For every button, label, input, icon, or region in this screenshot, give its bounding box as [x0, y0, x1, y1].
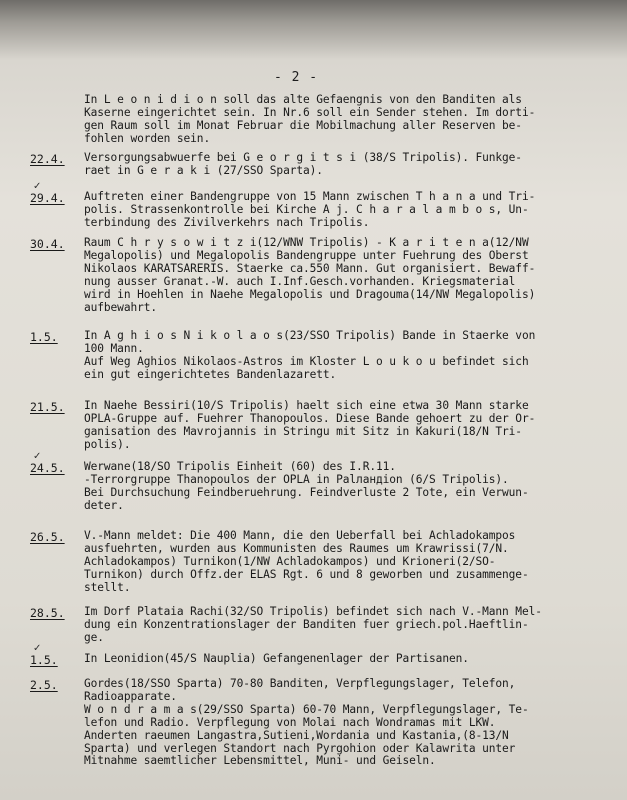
check-mark-icon: ✓: [33, 643, 42, 654]
entry-text: Versorgungsabwuerfe bei G e o r g i t s i (38/S Tripolis). Funkge- raet in G e r a k i (27/SSO Sparta).: [84, 151, 522, 177]
entry-text: Werwane(18/SO Tripolis Einheit (60) des I.R.11. -Terrorgruppe Thanopoulos der OPLA in Palландion (6/S Tripolis). Bei Durchsuchung Feindberuehrung. Feindverluste 2 Tote, ein Verwun- deter.: [84, 460, 529, 512]
entry-date: 22.4.: [30, 152, 65, 166]
entry-date: 28.5.: [30, 606, 65, 620]
entry-date: 1.5.: [30, 330, 58, 344]
entry-text: In Naehe Bessiri(10/S Tripolis) haelt sich eine etwa 30 Mann starke OPLA-Gruppe auf. Fuehrer Thanopoulos. Diese Bande gehoert zu der Or- ganisation des Mavrojannis in Stringu mit Sitz in Kakuri(18/N Tri- polis).: [84, 399, 536, 451]
entry-text: Gordes(18/SSO Sparta) 70-80 Banditen, Verpflegungslager, Telefon, Radioapparate. W o n d r a m a s(29/SSO Sparta) 60-70 Mann, Verpflegungslager, Te- lefon und Radio. Verpflegung von Molai nach Wondramas mit LKW. Anderten raeumen Langastra,Sutieni,Wordania und Kastania,(8-13/N Sparta) und verlegen Standort nach Pyrgohion oder Kalawrita unter Mitnahme saemtlicher Lebensmittel, Muni- und Geiseln.: [84, 677, 529, 768]
check-mark-icon: ✓: [33, 181, 42, 192]
page-number: - 2 -: [274, 70, 319, 85]
entry-date: 2.5.: [30, 678, 58, 692]
entry-date: 30.4.: [30, 237, 65, 251]
entry-text: Im Dorf Plataia Rachi(32/SO Tripolis) befindet sich nach V.-Mann Mel- dung ein Konzentrationslager der Banditen fuer griech.pol.Haeftlin- ge.: [84, 605, 542, 644]
entry-date: 1.5.: [30, 653, 58, 667]
entry-date: 26.5.: [30, 530, 65, 544]
entry-text: V.-Mann meldet: Die 400 Mann, die den Ueberfall bei Achladokampos ausfuehrten, wurden aus Kommunisten des Raumes um Krawrissi(7/N. Achladokampos) Turnikon(1/NW Achladokampos) und Krioneri(2/SO- Turnikon) durch Offz.der ELAS Rgt. 6 und 8 geworben und zusammenge- stellt.: [84, 529, 529, 594]
entry-text: In A g h i o s N i k o l a o s(23/SSO Tripolis) Bande in Staerke von 100 Mann. Auf Weg Aghios Nikolaos-Astros im Kloster L o u k o u befindet sich ein gut eingerichtetes Bandenlazarett.: [84, 329, 536, 381]
entry-text: Raum C h r y s o w i t z i(12/WNW Tripolis) - K a r i t e n a(12/NW Megalopolis) und Megalopolis Bandengruppe unter Fuehrung des Oberst Nikolaos KARATSARERIS. Staerke ca.550 Mann. Gut organisiert. Bewaff- nung ausser Granat.-W. auch I.Inf.Gesch.vorhanden. Kriegsmaterial wird in Hoehlen in Naehe Megalopolis und Dragouma(14/NW Megalopolis) aufbewahrt.: [84, 236, 536, 314]
check-mark-icon: ✓: [33, 451, 42, 462]
entry-date: 29.4.: [30, 191, 65, 205]
entry-date: 21.5.: [30, 400, 65, 414]
entry-text: In L e o n i d i o n soll das alte Gefaengnis von den Banditen als Kaserne eingerichtet sein. In Nr.6 soll ein Sender stehen. Im dorti- gen Raum soll im Monat Februar die Mobilmachung aller Reserven be- fohlen worden sein.: [84, 93, 536, 145]
entry-text: In Leonidion(45/S Nauplia) Gefangenenlager der Partisanen.: [84, 652, 469, 665]
entry-text: Auftreten einer Bandengruppe von 15 Mann zwischen T h a n a und Tri- polis. Strassenkontrolle bei Kirche A j. C h a r a l a m b o s, Un- terbindung des Zivilverkehrs nach Tripolis.: [84, 190, 536, 229]
entry-date: 24.5.: [30, 461, 65, 475]
